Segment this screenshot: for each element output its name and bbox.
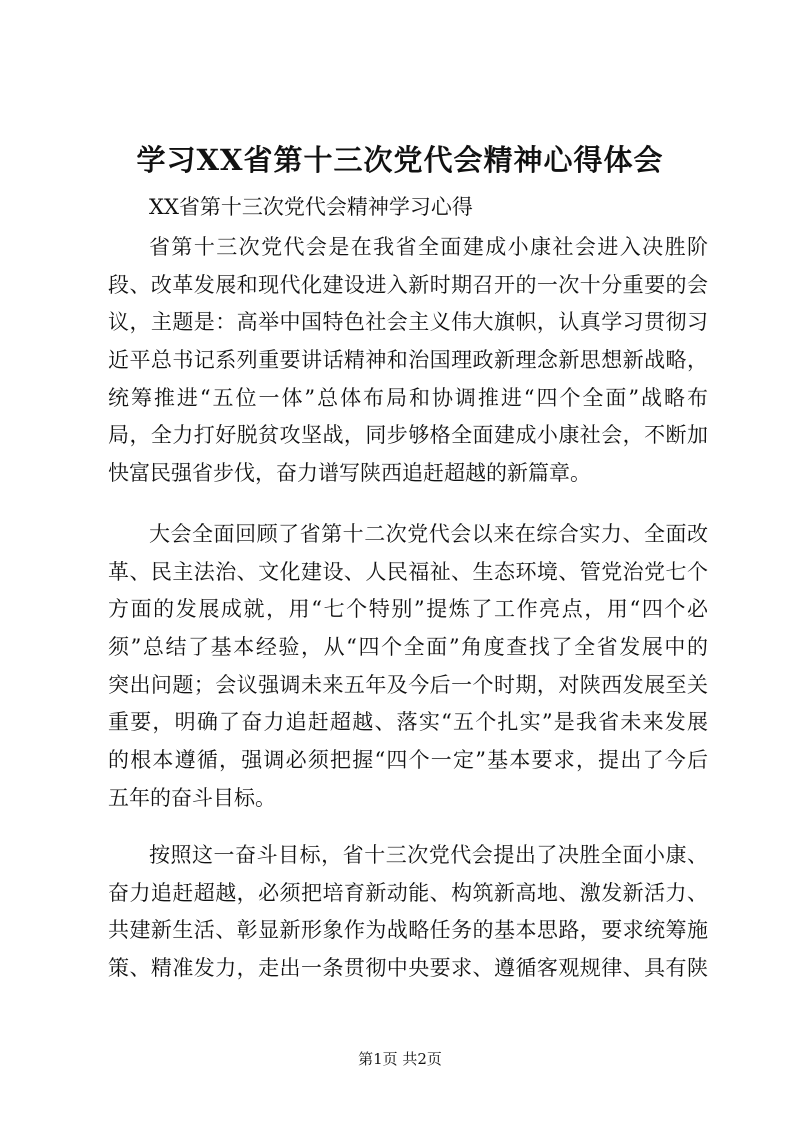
- paragraph-line: 奋力追赶超越，必须把培育新动能、构筑新高地、激发新活力、: [108, 880, 708, 905]
- paragraph-line: 重要，明确了奋力追赶超越、落实“五个扎实”是我省未来发展: [108, 710, 708, 735]
- paragraph-3: [108, 837, 708, 988]
- paragraph-line: 共建新生活、彰显新形象作为战略任务的基本思路，要求统筹施: [108, 918, 708, 943]
- paragraph-line: 的根本遵循，强调必须把握“四个一定”基本要求，提出了今后: [108, 748, 708, 773]
- paragraph-line: 革、民主法治、文化建设、人民福祉、生态环境、管党治党七个: [108, 559, 708, 584]
- paragraph-line: 突出问题；会议强调未来五年及今后一个时期，对陕西发展至关: [108, 672, 708, 697]
- paragraph-line: 须”总结了基本经验，从“四个全面”角度查找了全省发展中的: [108, 635, 708, 660]
- paragraph-line: 局，全力打好脱贫攻坚战，同步够格全面建成小康社会，不断加: [108, 423, 708, 448]
- paragraph-line: 大会全面回顾了省第十二次党代会以来在综合实力、全面改: [149, 522, 708, 546]
- paragraph-line: 五年的奋斗目标。: [108, 785, 276, 810]
- paragraph-line: 统筹推进“五位一体”总体布局和协调推进“四个全面”战略布: [108, 385, 708, 410]
- paragraph-line: 近平总书记系列重要讲话精神和治国理政新理念新思想新战略，: [108, 348, 708, 373]
- paragraph-line: 策、精准发力，走出一条贯彻中央要求、遵循客观规律、具有陕: [108, 956, 708, 981]
- paragraph-2: [108, 516, 708, 818]
- paragraph-line: 省第十三次党代会是在我省全面建成小康社会进入决胜阶: [149, 235, 708, 259]
- document-subtitle: XX省第十三次党代会精神学习心得: [149, 195, 473, 219]
- paragraph-line: 段、改革发展和现代化建设进入新时期召开的一次十分重要的会: [108, 272, 708, 297]
- paragraph-line: 快富民强省步伐，奋力谱写陕西追赶超越的新篇章。: [108, 461, 591, 486]
- paragraph-line: 按照这一奋斗目标，省十三次党代会提出了决胜全面小康、: [149, 843, 708, 867]
- paragraph-line: 议，主题是：高举中国特色社会主义伟大旗帜，认真学习贯彻习: [108, 310, 708, 335]
- paragraph-line: 方面的发展成就，用“七个特别”提炼了工作亮点，用“四个必: [108, 597, 708, 622]
- page-indicator: 第1页 共2页: [358, 1050, 442, 1068]
- paragraph-1: [108, 229, 708, 493]
- document-title: 学习XX省第十三次党代会精神心得体会: [136, 143, 664, 177]
